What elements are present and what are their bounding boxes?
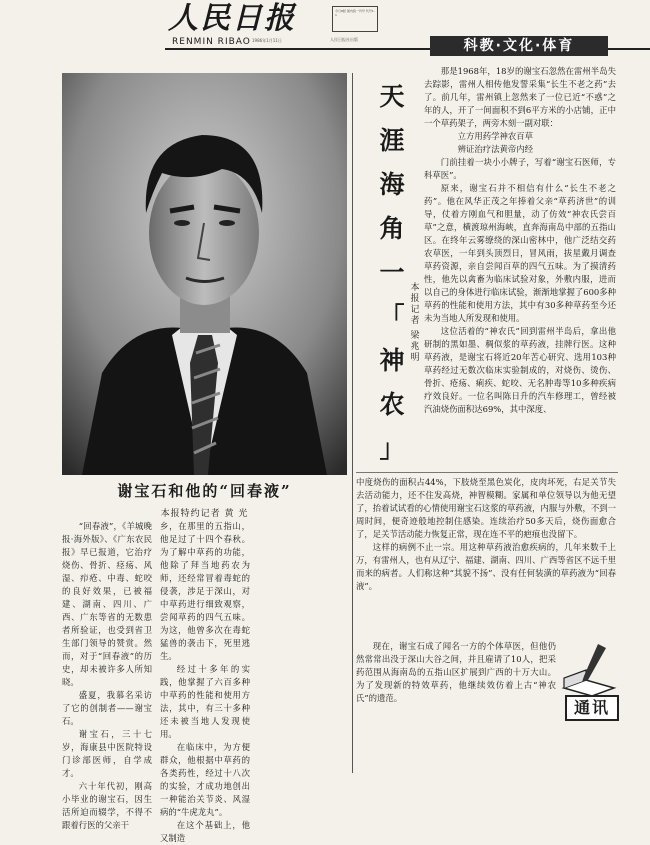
article-body-bottom-right bbox=[356, 640, 556, 705]
headline-char: 」 bbox=[379, 434, 405, 463]
photo-article-column-1 bbox=[62, 520, 152, 832]
article-body-right bbox=[424, 65, 616, 416]
byline-char: 梁 bbox=[410, 331, 420, 341]
masthead-date: 1986年1月11日 bbox=[252, 38, 282, 43]
couplet-line: 立方用药学神农百草 bbox=[457, 131, 533, 141]
byline-char: 兆 bbox=[410, 342, 420, 352]
byline-char: 明 bbox=[410, 353, 420, 363]
section-badge: 通讯 bbox=[565, 695, 619, 721]
headline-char: 一 bbox=[379, 258, 405, 287]
portrait-photo bbox=[62, 73, 347, 475]
headline-char: 神 bbox=[379, 346, 405, 375]
column-rule bbox=[356, 472, 618, 473]
section-header: 科教·文化·体育 bbox=[430, 36, 608, 56]
article-body-wide bbox=[356, 476, 616, 593]
headline-char: 角 bbox=[379, 214, 405, 243]
paragraph: 中度烧伤的面积占44%，下肢烧至黑色炭化，皮肉坏死，右足关节失去活动能力，还不住发高烧，神智模糊。家属和单位领导以为他无望了，抬着试试看的心情使用谢宝石这浆的草药液，内服与外敷，不到一周时间，便奇迹般地控制住感染。连续治疗50多天后，烧伤面愈合了，足关节活动能力恢复正常，现在连不平的疤痕也没留下。 bbox=[356, 477, 616, 539]
masthead-info-box: 今日8版 国内统一刊号 代号1-1 bbox=[332, 6, 378, 32]
byline-char: 报 bbox=[410, 294, 420, 304]
newspaper-romanized-name: RENMIN RIBAO bbox=[172, 37, 251, 47]
article-headline bbox=[378, 75, 406, 471]
newspaper-logo: 人民日报 bbox=[168, 1, 296, 36]
byline-char: 者 bbox=[410, 316, 420, 326]
paragraph: 在临床中，为方便群众，他根据中草药的各类药性，经过十八次的实验，才成功地创出一种能治关节炎、风湿病的“牛虎龙丸”。 bbox=[160, 742, 250, 817]
paragraph: 谢宝石，三十七岁，海康县中医院特设门诊部医师，自学成才。 bbox=[62, 729, 152, 778]
headline-char: 农 bbox=[379, 390, 405, 419]
photo-article-title: 谢宝石和他的“回春液” bbox=[117, 482, 292, 500]
headline-char: 「 bbox=[379, 302, 405, 331]
article-byline bbox=[408, 283, 422, 364]
headline-char: 涯 bbox=[379, 126, 405, 155]
paragraph: 经过十多年的实践，他掌握了六百多种中草药的性能和使用方法，其中，有三十多种还未被当地人发现使用。 bbox=[160, 664, 250, 739]
paragraph: 原来，谢宝石并不相信有什么“长生不老之药”。他在风华正茂之年捧着父亲“草药济世”的训导，仗着方刚血气和胆量，动了仿效“神农氏尝百草”之意，横渡琼州海峡，直奔海南岛中部的五指山区。在终年云雾缭绕的深山密林中，他广泛结交药农草医，一年到头顶烈日，冒风雨，拔星戴月调查草药资源，亲自尝闻百草的四气五味。为了摸清药性，他先以禽畜为临床试验对象，外敷内服，进而以自己的身体进行临床试验，渐渐地掌握了600多种草药的性能和使用方法，其中有30多种草药至今还未为当地人所发现和使用。 bbox=[424, 183, 616, 323]
byline-char: 记 bbox=[410, 305, 420, 315]
column-rule bbox=[352, 73, 353, 773]
paragraph: 现在，谢宝石成了闻名一方的个体草医，但他仍然常常出没于深山大谷之间，并且雇请了10人，把采药范围从海南岛的五指山区扩展到广西的十万大山。为了发现新的特效草药，他继续效仿着上古“神农氏”的遗范。 bbox=[356, 641, 556, 703]
headline-char: 海 bbox=[379, 170, 405, 199]
paragraph: 乡，在那里的五指山，他足过了十四个春秋。为了解中草药的功能，他除了拜当地药农为师，还经常冒着毒蛇的侵袭，涉足于深山，对中草药进行细致观察，尝闻草药的四气五味。为这，他曾多次在毒蛇猛兽的袭击下，死里逃生。 bbox=[160, 521, 250, 661]
paragraph: 那是1968年，18岁的谢宝石忽然在雷州半岛失去踪影，雷州人相传他发誓采集“长生不老之药”去了。前几年，雷州镇上忽然来了一位已近“不惑”之年的人，开了一间面积不到6平方米的小店铺，正中一个草药架子，两旁木刻一副对联： bbox=[424, 66, 616, 128]
paragraph: 六十年代初，刚高小毕业的谢宝石，因生活所迫而辍学，不得不跟着行医的父亲干 bbox=[62, 781, 152, 830]
paragraph: 这位活着的“神农氏”回到雷州半岛后，拿出他研制的黑如墨、稠似浆的草药液，挂牌行医。这种草药液，是谢宝石将近20年苦心研究、选用103种草药经过无数次临床实验制成的，对烧伤、烫伤、骨折、疮疡、痢疾、蛇咬、无名肿毒等10多种疾病疗效良好。一位名叫陈日升的汽车修理工，曾经被汽油烧伤面积达69%，其中深度、 bbox=[424, 326, 616, 414]
paragraph: “回春液”，《羊城晚报·海外版》、《广东农民报》早已报道，它治疗烧伤、骨折、痉疡、风湿、疖疮、中毒、蛇咬的良好效果，已被福建、湖南、四川、广西、广东等省的无数患者所验证，也受到省卫生部门领导的赞赏。然而，对于“回春液”的历史，却未被许多人所知晓。 bbox=[62, 521, 152, 687]
photo-article-column-2 bbox=[160, 520, 250, 845]
photo-article-byline: 本报特约记者 黄 光 bbox=[160, 509, 249, 519]
headline-char: 天 bbox=[379, 82, 405, 111]
paragraph: 盛夏，我慕名采访了它的创制者——谢宝石。 bbox=[62, 690, 152, 726]
paragraph: 这样的病例不止一宗。用这种草药液治愈疾病的，几年来数千上万，有雷州人，也有从辽宁、福建、湖南、四川、广西等省区不远千里而来的病者。人们称这种“其貌不扬”、没有任何装潢的草药液为“回春液”。 bbox=[356, 542, 616, 591]
paragraph: 在这个基础上，他又制造 bbox=[160, 820, 250, 843]
paragraph: 门前挂着一块小小牌子，写着“谢宝石医师，专科草医”。 bbox=[424, 157, 616, 180]
couplet-line: 辨证治疗法黄帝内经 bbox=[457, 144, 533, 154]
byline-char: 本 bbox=[410, 283, 420, 293]
masthead-publisher: 人民日报社出版 bbox=[330, 37, 358, 42]
